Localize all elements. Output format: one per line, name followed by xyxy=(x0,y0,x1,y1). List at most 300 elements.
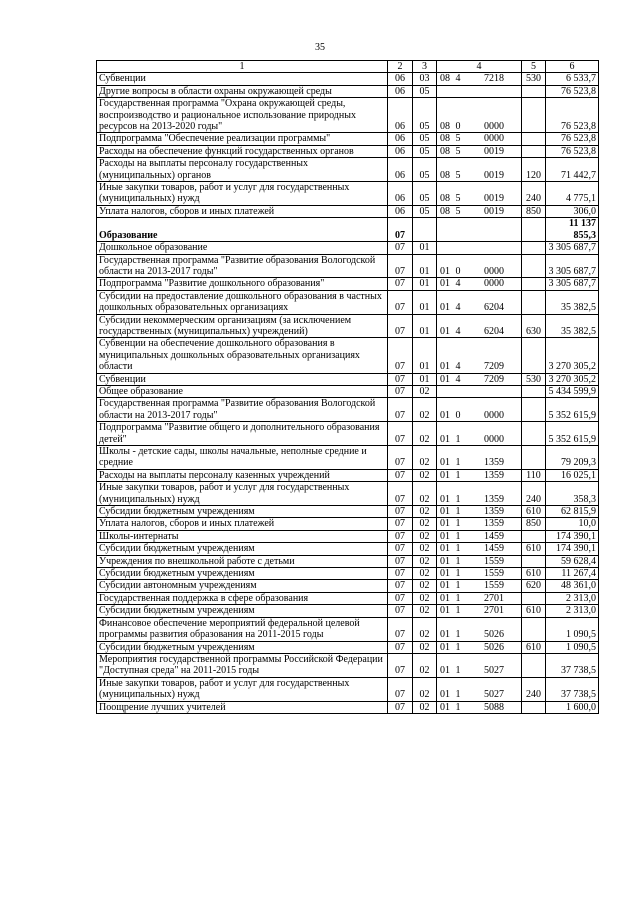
row-subsection: 02 xyxy=(413,530,437,542)
target-code-part: 0019 xyxy=(484,205,504,217)
row-subsection: 05 xyxy=(413,145,437,157)
row-target-code xyxy=(437,641,522,653)
row-target-code xyxy=(437,677,522,701)
row-expense-type: 240 xyxy=(522,482,546,506)
row-subsection: 01 xyxy=(413,290,437,314)
target-code-part: 01 xyxy=(440,580,450,592)
row-section: 07 xyxy=(388,518,413,530)
target-code-part: 1459 xyxy=(484,530,504,542)
row-name: Государственная поддержка в сфере образования xyxy=(97,592,388,604)
row-subsection: 02 xyxy=(413,385,437,397)
row-target-code xyxy=(437,242,522,254)
table-row xyxy=(97,242,599,254)
row-name: Уплата налогов, сборов и иных платежей xyxy=(97,518,388,530)
row-expense-type xyxy=(522,422,546,446)
row-target-code xyxy=(437,158,522,182)
row-section: 06 xyxy=(388,158,413,182)
table-row xyxy=(97,85,599,97)
target-code-part: 01 xyxy=(440,265,450,277)
table-row xyxy=(97,218,599,242)
table-row xyxy=(97,617,599,641)
row-amount: 1 090,5 xyxy=(546,617,599,641)
table-row xyxy=(97,338,599,373)
target-code-part: 01 xyxy=(440,493,450,505)
target-code-part: 5026 xyxy=(484,641,504,653)
row-section: 07 xyxy=(388,254,413,278)
target-code-part: 01 xyxy=(440,278,450,290)
row-subsection: 02 xyxy=(413,641,437,653)
target-code-part: 1 xyxy=(455,493,461,505)
row-subsection: 02 xyxy=(413,677,437,701)
row-amount: 5 352 615,9 xyxy=(546,422,599,446)
row-subsection: 02 xyxy=(413,555,437,567)
row-target-code xyxy=(437,254,522,278)
table-row xyxy=(97,605,599,617)
table-row xyxy=(97,205,599,217)
row-amount: 71 442,7 xyxy=(546,158,599,182)
row-name: Субсидии бюджетным учреждениям xyxy=(97,543,388,555)
table-row xyxy=(97,518,599,530)
row-section: 07 xyxy=(388,278,413,290)
row-amount: 3 305 687,7 xyxy=(546,254,599,278)
table-row xyxy=(97,314,599,338)
row-amount: 3 305 687,7 xyxy=(546,278,599,290)
row-section: 06 xyxy=(388,133,413,145)
row-subsection: 05 xyxy=(413,182,437,206)
row-expense-type xyxy=(522,218,546,242)
target-code-part: 1 xyxy=(455,457,461,469)
row-amount: 6 533,7 xyxy=(546,73,599,85)
table-row xyxy=(97,373,599,385)
row-name: Иные закупки товаров, работ и услуг для государственных (муниципальных) нужд xyxy=(97,182,388,206)
row-expense-type xyxy=(522,85,546,97)
row-subsection xyxy=(413,218,437,242)
row-expense-type: 610 xyxy=(522,543,546,555)
row-section: 06 xyxy=(388,98,413,133)
target-code-part: 01 xyxy=(440,665,450,677)
target-code-part: 1459 xyxy=(484,543,504,555)
row-subsection: 02 xyxy=(413,592,437,604)
row-section: 07 xyxy=(388,373,413,385)
table-row xyxy=(97,133,599,145)
target-code-part: 1559 xyxy=(484,580,504,592)
row-section: 06 xyxy=(388,145,413,157)
header-amount: 6 xyxy=(546,61,599,73)
row-name: Подпрограмма "Развитие общего и дополнительного образования детей" xyxy=(97,422,388,446)
row-expense-type xyxy=(522,290,546,314)
row-target-code xyxy=(437,446,522,470)
row-name: Субсидии некоммерческим организациям (за исключением государственных (муниципальных) учреждений) xyxy=(97,314,388,338)
target-code-part: 01 xyxy=(440,641,450,653)
target-code-part: 5 xyxy=(455,193,461,205)
row-name: Школы - детские сады, школы начальные, неполные средние и средние xyxy=(97,446,388,470)
row-amount: 62 815,9 xyxy=(546,506,599,518)
target-code-part: 01 xyxy=(440,629,450,641)
row-subsection: 01 xyxy=(413,338,437,373)
target-code-part: 6204 xyxy=(484,302,504,314)
row-amount: 16 025,1 xyxy=(546,469,599,481)
table-row xyxy=(97,446,599,470)
row-target-code xyxy=(437,73,522,85)
table-row xyxy=(97,158,599,182)
row-target-code xyxy=(437,290,522,314)
budget-table xyxy=(96,60,599,714)
target-code-part: 01 xyxy=(440,555,450,567)
row-amount: 76 523,8 xyxy=(546,145,599,157)
table-row xyxy=(97,422,599,446)
target-code-part: 01 xyxy=(440,302,450,314)
target-code-part: 08 xyxy=(440,73,450,85)
row-expense-type: 850 xyxy=(522,518,546,530)
row-expense-type xyxy=(522,145,546,157)
row-name: Субсидии бюджетным учреждениям xyxy=(97,568,388,580)
row-section: 07 xyxy=(388,385,413,397)
row-subsection: 01 xyxy=(413,242,437,254)
row-name: Уплата налогов, сборов и иных платежей xyxy=(97,205,388,217)
row-expense-type xyxy=(522,592,546,604)
header-name: 1 xyxy=(97,61,388,73)
target-code-part: 1359 xyxy=(484,469,504,481)
row-expense-type: 530 xyxy=(522,73,546,85)
header-section: 2 xyxy=(388,61,413,73)
target-code-part: 1 xyxy=(455,518,461,530)
row-subsection: 01 xyxy=(413,314,437,338)
target-code-part: 0000 xyxy=(484,133,504,145)
row-amount: 48 361,0 xyxy=(546,580,599,592)
table-body xyxy=(97,61,599,714)
row-subsection: 02 xyxy=(413,482,437,506)
row-subsection: 05 xyxy=(413,158,437,182)
row-section: 07 xyxy=(388,568,413,580)
row-section: 07 xyxy=(388,338,413,373)
target-code-part: 08 xyxy=(440,121,450,133)
row-subsection: 02 xyxy=(413,568,437,580)
row-name: Субсидии бюджетным учреждениям xyxy=(97,506,388,518)
row-name: Другие вопросы в области охраны окружающей среды xyxy=(97,85,388,97)
row-name: Субвенции xyxy=(97,373,388,385)
target-code-part: 4 xyxy=(455,373,461,385)
row-section: 07 xyxy=(388,617,413,641)
row-expense-type xyxy=(522,254,546,278)
row-expense-type xyxy=(522,701,546,713)
table-row xyxy=(97,506,599,518)
target-code-part: 01 xyxy=(440,506,450,518)
row-expense-type: 110 xyxy=(522,469,546,481)
row-amount: 3 270 305,2 xyxy=(546,338,599,373)
row-amount: 306,0 xyxy=(546,205,599,217)
row-amount: 10,0 xyxy=(546,518,599,530)
row-amount: 76 523,8 xyxy=(546,85,599,97)
target-code-part: 1 xyxy=(455,568,461,580)
row-target-code xyxy=(437,469,522,481)
row-expense-type: 120 xyxy=(522,158,546,182)
table-row xyxy=(97,385,599,397)
target-code-part: 01 xyxy=(440,543,450,555)
row-expense-type: 240 xyxy=(522,182,546,206)
row-target-code xyxy=(437,530,522,542)
row-section: 07 xyxy=(388,543,413,555)
row-expense-type: 610 xyxy=(522,568,546,580)
row-section: 06 xyxy=(388,73,413,85)
target-code-part: 08 xyxy=(440,205,450,217)
target-code-part: 1 xyxy=(455,530,461,542)
table-row xyxy=(97,641,599,653)
target-code-part: 1 xyxy=(455,469,461,481)
row-target-code xyxy=(437,592,522,604)
table-row xyxy=(97,398,599,422)
row-section: 07 xyxy=(388,555,413,567)
row-section: 07 xyxy=(388,677,413,701)
target-code-part: 01 xyxy=(440,409,450,421)
row-expense-type xyxy=(522,98,546,133)
row-name: Мероприятия государственной программы Российской Федерации "Доступная среда" на 2011-2015 годы xyxy=(97,653,388,677)
row-target-code xyxy=(437,580,522,592)
target-code-part: 5027 xyxy=(484,665,504,677)
row-expense-type: 610 xyxy=(522,506,546,518)
table-row xyxy=(97,543,599,555)
row-section: 07 xyxy=(388,701,413,713)
row-name: Иные закупки товаров, работ и услуг для государственных (муниципальных) нужд xyxy=(97,482,388,506)
row-target-code xyxy=(437,205,522,217)
row-amount: 2 313,0 xyxy=(546,605,599,617)
target-code-part: 01 xyxy=(440,325,450,337)
row-name: Учреждения по внешкольной работе с детьми xyxy=(97,555,388,567)
row-name: Субсидии бюджетным учреждениям xyxy=(97,641,388,653)
row-expense-type xyxy=(522,446,546,470)
row-section: 07 xyxy=(388,580,413,592)
target-code-part: 0000 xyxy=(484,265,504,277)
table-row xyxy=(97,98,599,133)
target-code-part: 4 xyxy=(455,302,461,314)
target-code-part: 1559 xyxy=(484,568,504,580)
target-code-part: 7209 xyxy=(484,361,504,373)
row-subsection: 03 xyxy=(413,73,437,85)
row-amount: 59 628,4 xyxy=(546,555,599,567)
target-code-part: 01 xyxy=(440,701,450,713)
row-name: Субсидии бюджетным учреждениям xyxy=(97,605,388,617)
row-section: 07 xyxy=(388,398,413,422)
target-code-part: 0019 xyxy=(484,193,504,205)
row-target-code xyxy=(437,218,522,242)
row-name: Субсидии на предоставление дошкольного образования в частных дошкольных образовательных организациях xyxy=(97,290,388,314)
target-code-part: 01 xyxy=(440,361,450,373)
target-code-part: 1559 xyxy=(484,555,504,567)
target-code-part: 1 xyxy=(455,605,461,617)
row-target-code xyxy=(437,338,522,373)
target-code-part: 5 xyxy=(455,133,461,145)
target-code-part: 5026 xyxy=(484,629,504,641)
row-target-code xyxy=(437,85,522,97)
target-code-part: 4 xyxy=(455,73,461,85)
row-target-code xyxy=(437,314,522,338)
table-row xyxy=(97,73,599,85)
row-target-code xyxy=(437,133,522,145)
table-row xyxy=(97,580,599,592)
row-name: Субвенции на обеспечение дошкольного образования в муниципальных дошкольных образовательных организациях области xyxy=(97,338,388,373)
row-expense-type xyxy=(522,338,546,373)
row-subsection: 02 xyxy=(413,518,437,530)
row-section: 07 xyxy=(388,605,413,617)
row-amount: 37 738,5 xyxy=(546,653,599,677)
row-amount: 4 775,1 xyxy=(546,182,599,206)
row-expense-type: 630 xyxy=(522,314,546,338)
row-target-code xyxy=(437,278,522,290)
target-code-part: 5088 xyxy=(484,701,504,713)
row-section: 07 xyxy=(388,469,413,481)
row-target-code xyxy=(437,182,522,206)
target-code-part: 01 xyxy=(440,373,450,385)
row-subsection: 05 xyxy=(413,133,437,145)
table-row xyxy=(97,568,599,580)
row-name: Государственная программа "Развитие образования Вологодской области на 2013-2017 годы" xyxy=(97,398,388,422)
row-amount: 174 390,1 xyxy=(546,543,599,555)
row-amount: 79 209,3 xyxy=(546,446,599,470)
row-expense-type xyxy=(522,133,546,145)
target-code-part: 5 xyxy=(455,205,461,217)
target-code-part: 7218 xyxy=(484,73,504,85)
target-code-part: 7209 xyxy=(484,373,504,385)
row-name: Субвенции xyxy=(97,73,388,85)
row-section: 07 xyxy=(388,482,413,506)
row-target-code xyxy=(437,482,522,506)
row-amount: 1 090,5 xyxy=(546,641,599,653)
target-code-part: 0000 xyxy=(484,433,504,445)
target-code-part: 01 xyxy=(440,433,450,445)
row-amount: 3 270 305,2 xyxy=(546,373,599,385)
target-code-part: 08 xyxy=(440,193,450,205)
target-code-part: 1 xyxy=(455,555,461,567)
target-code-part: 1 xyxy=(455,433,461,445)
row-target-code xyxy=(437,506,522,518)
row-name: Государственная программа "Развитие образования Вологодской области на 2013-2017 годы" xyxy=(97,254,388,278)
row-subsection: 05 xyxy=(413,98,437,133)
row-subsection: 02 xyxy=(413,506,437,518)
target-code-part: 0000 xyxy=(484,278,504,290)
row-section: 06 xyxy=(388,85,413,97)
row-subsection: 02 xyxy=(413,701,437,713)
row-section: 07 xyxy=(388,242,413,254)
target-code-part: 1 xyxy=(455,641,461,653)
row-name: Финансовое обеспечение мероприятий федеральной целевой программы развития образования на 2011-2015 годы xyxy=(97,617,388,641)
table-row xyxy=(97,592,599,604)
row-name: Расходы на выплаты персоналу государственных (муниципальных) органов xyxy=(97,158,388,182)
target-code-part: 1359 xyxy=(484,493,504,505)
target-code-part: 0019 xyxy=(484,145,504,157)
row-section: 07 xyxy=(388,506,413,518)
row-expense-type: 850 xyxy=(522,205,546,217)
target-code-part: 5027 xyxy=(484,689,504,701)
target-code-part: 08 xyxy=(440,169,450,181)
row-expense-type xyxy=(522,653,546,677)
row-name: Общее образование xyxy=(97,385,388,397)
row-amount: 76 523,8 xyxy=(546,98,599,133)
row-name: Расходы на выплаты персоналу казенных учреждений xyxy=(97,469,388,481)
row-target-code xyxy=(437,385,522,397)
row-expense-type: 620 xyxy=(522,580,546,592)
target-code-part: 1 xyxy=(455,580,461,592)
row-expense-type: 610 xyxy=(522,605,546,617)
row-target-code xyxy=(437,543,522,555)
target-code-part: 5 xyxy=(455,169,461,181)
row-subsection: 05 xyxy=(413,85,437,97)
row-target-code xyxy=(437,653,522,677)
row-section: 07 xyxy=(388,446,413,470)
target-code-part: 2701 xyxy=(484,592,504,604)
row-expense-type xyxy=(522,617,546,641)
table-row xyxy=(97,653,599,677)
row-subsection: 02 xyxy=(413,446,437,470)
target-code-part: 01 xyxy=(440,689,450,701)
row-amount: 76 523,8 xyxy=(546,133,599,145)
target-code-part: 1 xyxy=(455,689,461,701)
target-code-part: 08 xyxy=(440,133,450,145)
row-name: Дошкольное образование xyxy=(97,242,388,254)
target-code-part: 0019 xyxy=(484,169,504,181)
row-subsection: 01 xyxy=(413,373,437,385)
row-amount: 5 352 615,9 xyxy=(546,398,599,422)
row-expense-type xyxy=(522,530,546,542)
table-row xyxy=(97,555,599,567)
table-row xyxy=(97,677,599,701)
row-section: 06 xyxy=(388,182,413,206)
target-code-part: 01 xyxy=(440,530,450,542)
row-subsection: 02 xyxy=(413,543,437,555)
target-code-part: 0 xyxy=(455,409,461,421)
table-row xyxy=(97,182,599,206)
row-amount: 11 267,4 xyxy=(546,568,599,580)
row-target-code xyxy=(437,555,522,567)
row-expense-type xyxy=(522,278,546,290)
table-row xyxy=(97,145,599,157)
row-subsection: 02 xyxy=(413,398,437,422)
row-amount: 35 382,5 xyxy=(546,290,599,314)
row-target-code xyxy=(437,145,522,157)
target-code-part: 2701 xyxy=(484,605,504,617)
row-expense-type xyxy=(522,385,546,397)
header-expense-type: 5 xyxy=(522,61,546,73)
table-row xyxy=(97,290,599,314)
row-section: 06 xyxy=(388,205,413,217)
target-code-part: 1 xyxy=(455,506,461,518)
target-code-part: 4 xyxy=(455,278,461,290)
target-code-part: 01 xyxy=(440,457,450,469)
row-target-code xyxy=(437,373,522,385)
row-section: 07 xyxy=(388,653,413,677)
row-amount: 5 434 599,9 xyxy=(546,385,599,397)
row-expense-type xyxy=(522,398,546,422)
row-expense-type xyxy=(522,555,546,567)
target-code-part: 0 xyxy=(455,121,461,133)
row-amount: 358,3 xyxy=(546,482,599,506)
row-section: 07 xyxy=(388,218,413,242)
row-target-code xyxy=(437,605,522,617)
row-name: Поощрение лучших учителей xyxy=(97,701,388,713)
row-subsection: 02 xyxy=(413,422,437,446)
row-target-code xyxy=(437,398,522,422)
row-amount: 11 137 855,3 xyxy=(546,218,599,242)
target-code-part: 01 xyxy=(440,592,450,604)
row-section: 07 xyxy=(388,530,413,542)
row-expense-type: 240 xyxy=(522,677,546,701)
row-expense-type: 530 xyxy=(522,373,546,385)
target-code-part: 1 xyxy=(455,592,461,604)
row-subsection: 02 xyxy=(413,580,437,592)
table-row xyxy=(97,254,599,278)
target-code-part: 0 xyxy=(455,265,461,277)
row-subsection: 02 xyxy=(413,653,437,677)
row-amount: 174 390,1 xyxy=(546,530,599,542)
row-subsection: 01 xyxy=(413,278,437,290)
